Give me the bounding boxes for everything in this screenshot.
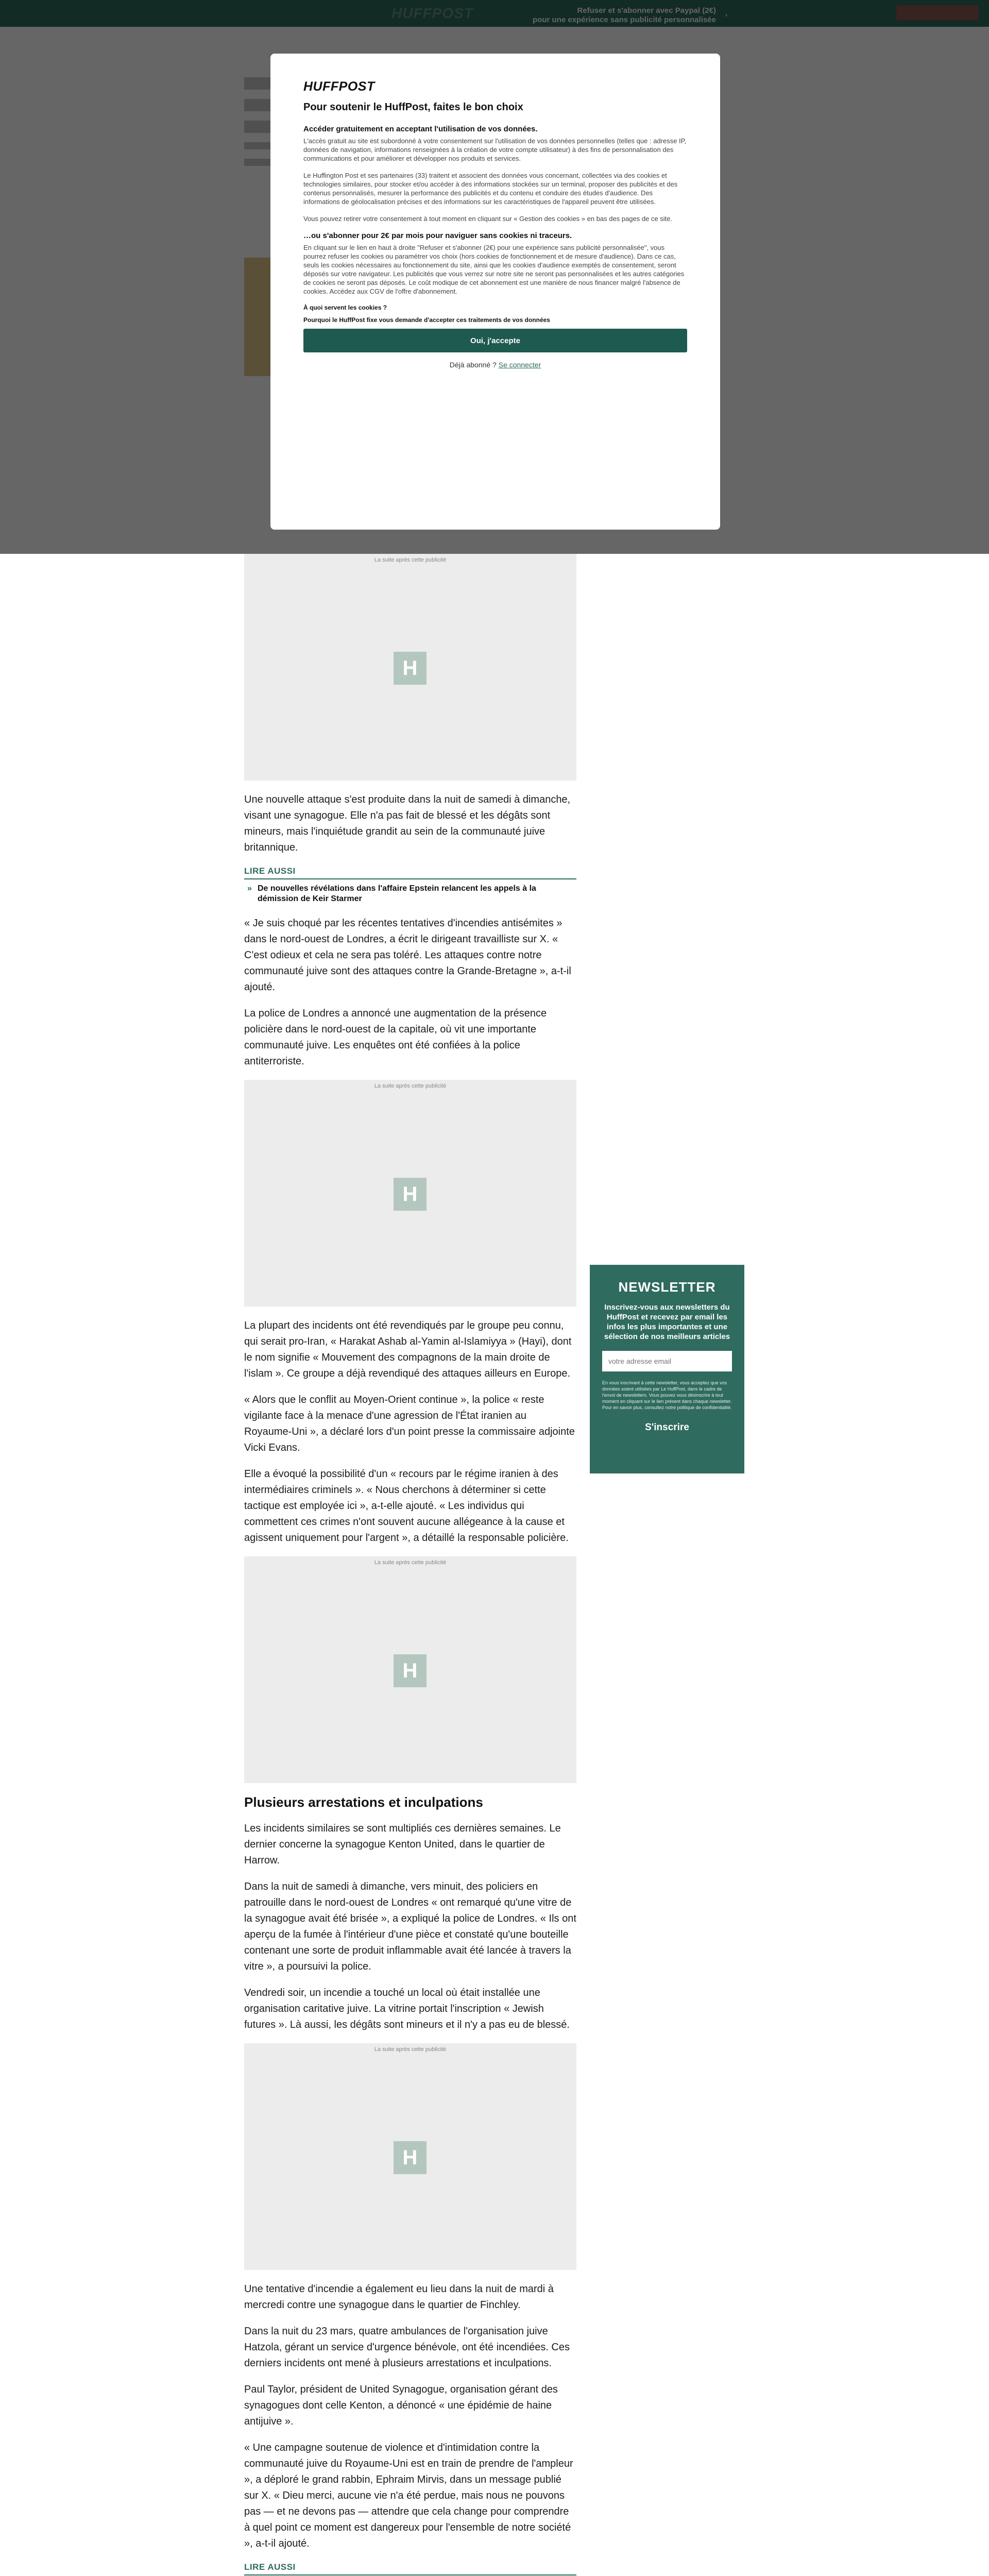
ad-label: La suite après cette publicité (374, 2046, 447, 2053)
paragraph: Elle a évoqué la possibilité d'un « recours par le régime iranien à des intermédiaires criminels ». « Nous cherchons à déterminer si cette tactique est employée ici », a-t-elle ajouté. « Les individus qui commettent ces crimes n'ont souvent aucune allégeance à la cause et agissent uniquement pour l'argent », a détaillé la responsable policière. (244, 1468, 569, 1544)
paragraph: Dans la nuit du 23 mars, quatre ambulances de l'organisation juive Hatzola, gérant un service d'urgence bénévole, ont été incendiées. Ces derniers incidents ont mené à plusieurs arrestations et inculpations. (244, 2326, 570, 2369)
article-body (244, 554, 576, 2576)
ad-slot (244, 554, 576, 781)
ad-slot (244, 1556, 576, 1783)
paragraph: Dans la nuit de samedi à dimanche, vers minuit, des policiers en patrouille dans le nord-ouest de Londres « ont remarqué qu'une vitre de la synagogue avait été brisée », a expliqué la police de Londres. « Ils ont aperçu de la fumée à l'intérieur d'une pièce et constaté qu'une bouteille contenant une sorte de produit inflammable avait été lancée à travers la vitre », a poursuivi la police. (244, 1881, 576, 1972)
huffpost-h-icon: H (394, 1178, 427, 1211)
huffpost-h-icon: H (394, 652, 427, 685)
already-subscribed (303, 361, 687, 369)
paragraph: Paul Taylor, président de United Synagogue, organisation gérant des synagogues dont celle Kenton, a dénoncé « une épidémie de haine antijuive ». (244, 2384, 558, 2427)
read-also-title: LIRE AUSSI (244, 866, 576, 879)
faq-cookies-link[interactable]: À quoi servent les cookies ? (303, 304, 387, 311)
ad-label: La suite après cette publicité (374, 1083, 447, 1089)
newsletter-legal: En vous inscrivant à cette newsletter, vous acceptez que vos données soient utilisées par Le HuffPost, dans le cadre de l'envoi de newsletters. Vous pouvez vous désinscrire à tout moment en cliquant sur le lien présent dans chaque newsletter. Pour en savoir plus, consultez notre politique de confidentialité. (602, 1380, 732, 1410)
paragraph: La police de Londres a annoncé une augmentation de la présence policière dans le nord-ouest de la capitale, où vit une importante communauté juive. Les enquêtes ont été confiées à la police antiterroriste. (244, 1008, 547, 1067)
paragraph: « Une campagne soutenue de violence et d'intimidation contre la communauté juive du Royaume-Uni est en train de prendre de l'ampleur », a déploré le grand rabbin, Ephraim Mirvis, dans un message publié sur X. « Dieu merci, aucune vie n'a été perdue, mais nous ne pouvons pas — et ne devons pas — attendre que cela change pour comprendre à quel point ce moment est dangereux pour l'ensemble de notre société », a-t-il ajouté. (244, 2442, 573, 2549)
newsletter-subscribe-button[interactable]: S'inscrire (602, 1422, 732, 1433)
paragraph: « Alors que le conflit au Moyen-Orient continue », la police « reste vigilante face à la menace d'une agression de l'État iranien au Royaume-Uni », a déclaré lors d'un point presse la commissaire adjointe Vicki Evans. (244, 1394, 575, 1453)
newsletter-description: Inscrivez-vous aux newsletters du HuffPost et recevez par email les infos les plus importantes et une sélection de nos meilleurs articles (604, 1303, 730, 1341)
paragraph: Une tentative d'incendie a également eu lieu dans la nuit de mardi à mercredi contre une synagogue dans le quartier de Finchley. (244, 2283, 554, 2311)
newsletter-title: NEWSLETTER (618, 1279, 716, 1295)
free-access-title: Accéder gratuitement en acceptant l'utilisation de vos données. (303, 125, 538, 133)
modal-logo: HUFFPOST (303, 79, 375, 94)
paragraph: « Je suis choqué par les récentes tentatives d'incendies antisémites » dans le nord-ouest de Londres, a écrit le dirigeant travailliste sur X. « C'est odieux et cela ne sera pas toléré. Les attaques contre notre communauté juive sont des attaques contre la Grande-Bretagne », a-t-il ajouté. (244, 918, 571, 993)
huffpost-h-icon: H (394, 1654, 427, 1687)
ad-label: La suite après cette publicité (374, 1560, 447, 1566)
modal-title: Pour soutenir le HuffPost, faites le bon choix (303, 101, 523, 113)
read-also-title: LIRE AUSSI (244, 2562, 576, 2575)
subscribe-title: …ou s'abonner pour 2€ par mois pour naviguer sans cookies ni traceurs. (303, 231, 572, 240)
consent-modal (270, 54, 720, 530)
paragraph: La plupart des incidents ont été revendiqués par le groupe peu connu, qui serait pro-Iran, « Harakat Ashab al-Yamin al-Islamiyya » (Hayi), dont le nom signifie « Mouvement des compagnons de la main droite de l'islam ». Ce groupe a déjà revendiqué des attaques ailleurs en Europe. (244, 1320, 572, 1379)
newsletter-email-input[interactable] (602, 1351, 732, 1371)
paragraph: Vendredi soir, un incendie a touché un local où était installée une organisation caritative juive. La vitrine portait l'inscription « Jewish futures ». Là aussi, les dégâts sont mineurs et il n'y a pas eu de blessé. (244, 1987, 570, 2030)
section-heading: Plusieurs arrestations et inculpations (244, 1794, 483, 1810)
paragraph: Les incidents similaires se sont multipliés ces dernières semaines. Le dernier concerne la synagogue Kenton United, dans le quartier de Harrow. (244, 1823, 561, 1866)
read-also-box (244, 866, 576, 904)
read-also-link[interactable]: » De nouvelles révélations dans l'affaire Epstein relancent les appels à la démission de Keir Starmer (244, 884, 576, 904)
faq-why-link[interactable]: Pourquoi le HuffPost fixe vous demande d'accepter ces traitements de vos données (303, 316, 550, 324)
read-also-box (244, 2562, 576, 2576)
ad-slot (244, 2043, 576, 2270)
subscribe-text: En cliquant sur le lien en haut à droite "Refuser et s'abonner (2€) pour une expérience sans publicité personnalisée", vous pourrez refuser les cookies ou paramétrer vos choix (hors cookies de fonctionnement et de mesure d'audience). Dans ce cas, seuls les cookies nécessaires au fonctionnement du site, ainsi que les cookies d'audience exemptés de consentement, seront déposés sur votre navigateur. Les publicités que vous verrez sur notre site ne seront pas personnalisées et les autres catégories de cookies ne seront pas déposés. Le coût modique de cet abonnement est une manière de nous financer malgré l'absence de cookies. Accédez aux CGV de l'offre d'abonnement. (303, 244, 685, 295)
paragraph: Une nouvelle attaque s'est produite dans la nuit de samedi à dimanche, visant une synagogue. Elle n'a pas fait de blessé et les dégâts sont mineurs, mais l'inquiétude grandit au sein de la communauté juive britannique. (244, 794, 571, 853)
ad-label: La suite après cette publicité (374, 557, 447, 563)
accept-button[interactable]: Oui, j'accepte (303, 329, 687, 352)
huffpost-h-icon: H (394, 2141, 427, 2174)
mail-icon: ✉ (711, 1372, 719, 1382)
already-subscribed-label: Déjà abonné ? (449, 361, 497, 369)
login-link[interactable]: Se connecter (498, 361, 541, 369)
newsletter-widget (590, 1265, 744, 1473)
free-access-text-2: Le Huffington Post et ses partenaires (33) traitent et associent des données vous concernant, collectées via des cookies et technologies similaires, pour stocker et/ou accéder à des informations stockées sur un terminal, proposer des publicités et des contenus personnalisés, mesurer la performance des publicités et du contenu et conduire des études d'audience. Des informations de géolocalisation précises et des informations sur les caractéristiques de l'appareil peuvent être utilisées. (303, 172, 678, 206)
free-access-text-3: Vous pouvez retirer votre consentement à tout moment en cliquant sur « Gestion des cookies » en bas des pages de ce site. (303, 215, 673, 223)
free-access-text-1: L'accès gratuit au site est subordonné à votre consentement sur l'utilisation de vos données personnelles (telles que : adresse IP, données de navigation, informations renseignées à la création de votre compte utilisateur) à des fins de personnalisation des communications et pour améliorer et développer nos produits et services. (303, 137, 687, 162)
ad-slot (244, 1080, 576, 1307)
